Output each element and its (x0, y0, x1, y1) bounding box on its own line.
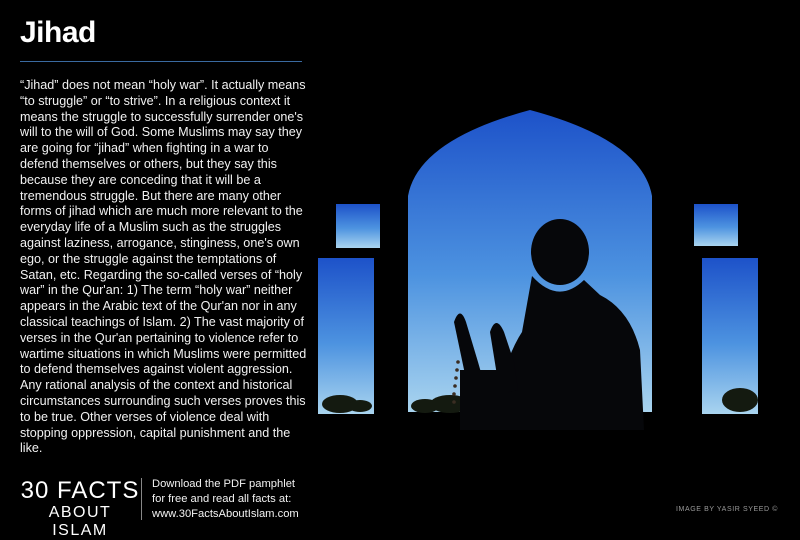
website-link[interactable]: www.30FactsAboutIslam.com (152, 508, 299, 520)
download-line2: for free and read all facts at: (152, 493, 292, 505)
title-divider (20, 61, 302, 62)
download-note (152, 477, 299, 522)
image-credit: IMAGE BY YASIR SYEED © (676, 506, 778, 513)
body-text: “Jihad” does not mean “holy war”. It actually means “to struggle” or “to strive”. In a religious context it means the struggle to successfully surrender one's will to the will of God. Some Muslims may say they are going for “jihad” when fighting in a war to defend themselves or others, but they say this because they are conceding that it will be a tremendous struggle. But there are many other forms of jihad which are much more relevant to the everyday life of a Muslim such as the struggles against laziness, arrogance, stinginess, one's own ego, or the struggle against the temptations of Satan, etc. Regarding the so-called verses of “holy war” in the Qur'an: 1) The term “holy war” neither appears in the Arabic text of the Qur'an nor in any classical teachings of Islam. 2) The vast majority of verses in the Qur'an pertaining to violence refer to wartime situations in which Muslims were permitted to defend themselves against violent aggression. Any rational analysis of the context and historical circumstances surrounding such verses proves this to be true. Other verses of violence deal with stopping oppression, capital punishment and the like. (20, 78, 307, 456)
download-line1: Download the PDF pamphlet (152, 478, 296, 490)
page-title: Jihad (20, 16, 96, 49)
window-prayer-photo (300, 100, 800, 430)
brand-line2: ABOUT ISLAM (48, 504, 112, 539)
brand-logo (20, 478, 140, 540)
brand-line1: 30 FACTS (20, 477, 140, 504)
footer-divider (141, 478, 142, 520)
